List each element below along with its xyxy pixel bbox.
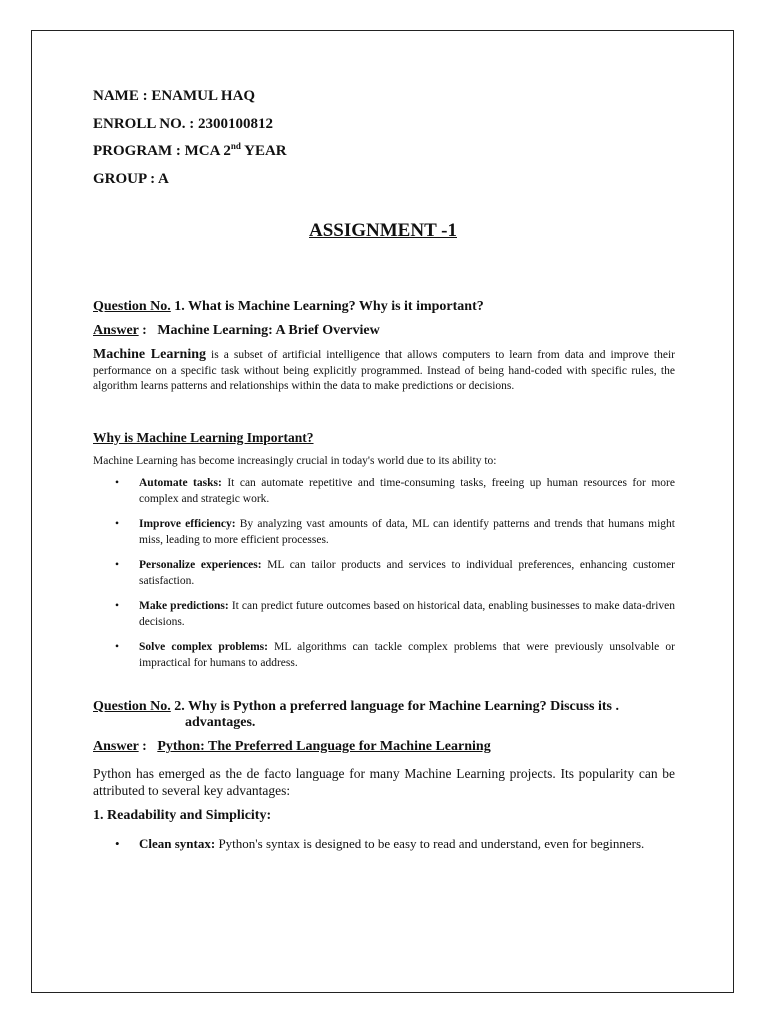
point-text: ML can tailor products and services to individual preferences, enhancing customer satisfaction.: [139, 559, 676, 587]
section-readability: 1. Readability and Simplicity:: [93, 808, 272, 823]
point-term: Solve complex problems:: [139, 641, 268, 653]
question-1: [93, 299, 675, 315]
list-item: [93, 476, 675, 507]
bullet-icon: •: [115, 836, 120, 851]
question-1-label: Question No.: [93, 299, 171, 314]
list-item: [93, 517, 675, 548]
list-item: [93, 640, 675, 671]
ml-definition-text: is a subset of artificial intelligence that allows computers to learn from data and improve their performance on a specific task without being explicitly programmed. Instead of being hand-coded with specific rules, the algorithm learns patterns and relationships within the data to make predictions or decisions.: [93, 349, 675, 392]
list-item: [93, 558, 675, 589]
point-text: By analyzing vast amounts of data, ML can identify patterns and trends that humans might miss, leading to more efficient processes.: [139, 518, 675, 546]
program: [93, 141, 675, 169]
why-ml-heading: Why is Machine Learning Important?: [93, 429, 314, 445]
point-text: It can automate repetitive and time-consuming tasks, freeing up human resources for more complex and strategic work.: [139, 477, 675, 505]
program-prefix: PROGRAM : MCA 2: [93, 143, 231, 159]
group: GROUP : A: [93, 170, 169, 187]
answer-2-heading: [93, 739, 675, 755]
point-text: Python's syntax is designed to be easy to read and understand, even for beginners.: [215, 836, 645, 851]
point-term: Automate tasks:: [139, 477, 222, 489]
assignment-title: ASSIGNMENT -1: [309, 220, 457, 241]
bullet-icon: •: [115, 641, 120, 653]
point-text: ML algorithms can tackle complex problems that were previously unsolvable or impractical for humans to address.: [139, 641, 675, 669]
question-2: [93, 699, 675, 715]
point-text: It can predict future outcomes based on historical data, enabling businesses to make data-driven decisions.: [139, 600, 675, 628]
bullet-icon: •: [115, 518, 120, 530]
python-intro: Python has emerged as the de facto language for many Machine Learning projects. Its popularity can be attributed to several key advantages:: [93, 766, 675, 798]
student-name: NAME : ENAMUL HAQ: [93, 88, 256, 104]
answer-1-sep: :: [138, 323, 158, 338]
point-term: Personalize experiences:: [139, 559, 262, 571]
answer-2-label: Answer: [93, 739, 139, 754]
ml-definition-term: Machine Learning: [93, 347, 206, 362]
point-term: Clean syntax:: [139, 836, 216, 851]
why-ml-list: [93, 476, 675, 671]
answer-1-heading: [93, 323, 675, 339]
answer-2-sep: :: [138, 739, 158, 754]
enroll-number: ENROLL NO. : 2300100812: [93, 115, 274, 132]
point-term: Improve efficiency:: [139, 518, 236, 530]
why-ml-intro: Machine Learning has become increasingly crucial in today's world due to its ability to:: [93, 454, 497, 467]
bullet-icon: •: [115, 559, 120, 571]
program-suffix: YEAR: [240, 143, 287, 159]
readability-list: [93, 836, 675, 853]
question-1-text: 1. What is Machine Learning? Why is it important?: [170, 299, 484, 314]
question-2-text: 2. Why is Python a preferred language for Machine Learning? Discuss its .: [170, 699, 619, 714]
list-item: [93, 599, 675, 630]
program-superscript: nd: [230, 141, 241, 151]
answer-1-label: Answer: [93, 323, 139, 338]
answer-1-title: Machine Learning: A Brief Overview: [157, 323, 380, 338]
question-2-label: Question No.: [93, 699, 171, 714]
document-body: [93, 86, 675, 853]
point-term: Make predictions:: [139, 600, 229, 612]
bullet-icon: •: [115, 600, 120, 612]
answer-2-title: Python: The Preferred Language for Machine Learning: [157, 739, 491, 754]
list-item: [93, 836, 675, 853]
question-2-continuation: advantages.: [185, 715, 256, 730]
bullet-icon: •: [115, 477, 120, 489]
ml-definition: [93, 347, 675, 395]
